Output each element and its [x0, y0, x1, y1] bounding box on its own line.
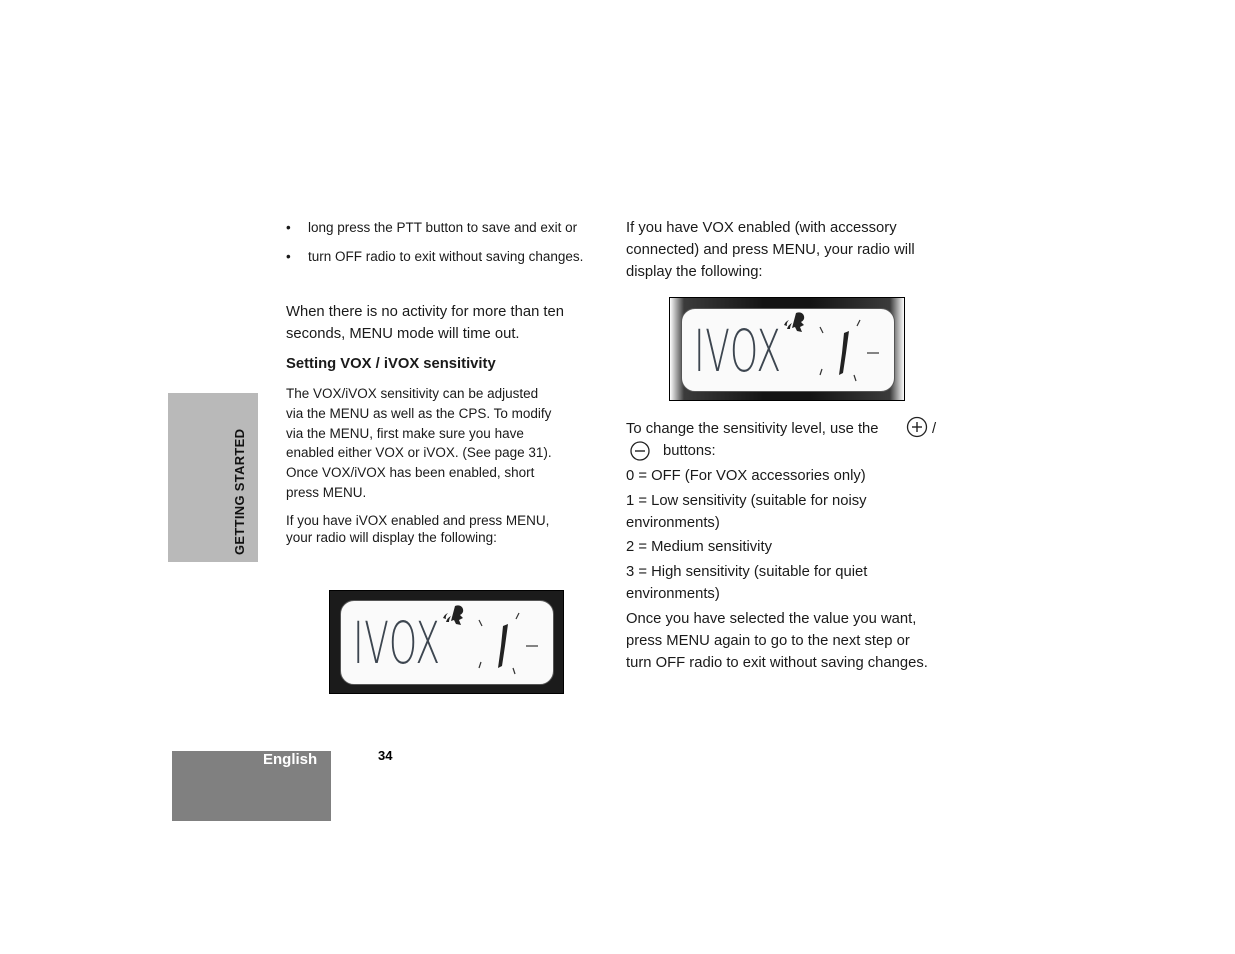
voice-activation-icon: [441, 604, 553, 682]
plus-circle-icon: [906, 416, 928, 438]
sensitivity-paragraph: The VOX/iVOX sensitivity can be adjusted via the MENU as well as the CPS. To modify via the MENU, first make sure you have enabled either VOX or iVOX. (See page 31). Once VOX/iVOX has been enabled, short press MENU.: [286, 386, 552, 500]
lcd-screen: [681, 308, 895, 392]
side-tab-label: GETTING STARTED: [232, 428, 247, 555]
lcd-display-ivox: [329, 590, 564, 694]
voice-activation-icon: [782, 311, 894, 389]
page-number: 34: [378, 748, 393, 763]
minus-circle-icon: [629, 440, 651, 462]
level-2: 2 = Medium sensitivity: [626, 539, 772, 555]
lcd-mode-text: IVOX: [353, 609, 441, 677]
footer-language-label: English: [263, 751, 318, 768]
final-paragraph: Once you have selected the value you want, press MENU again to go to the next step or turn OFF radio to exit without saving changes.: [626, 611, 928, 671]
lcd-display-vox: [669, 297, 905, 401]
level-3: 3 = High sensitivity (suitable for quiet environments): [626, 564, 868, 602]
timeout-paragraph: When there is no activity for more than ten seconds, MENU mode will time out.: [286, 304, 564, 342]
buttons-label: buttons:: [663, 443, 716, 459]
level-1: 1 = Low sensitivity (suitable for noisy environments): [626, 493, 867, 531]
change-sensitivity-line: To change the sensitivity level, use the: [626, 421, 879, 437]
level-0: 0 = OFF (For VOX accessories only): [626, 468, 866, 484]
vox-paragraph: If you have VOX enabled (with accessory connected) and press MENU, your radio will display the following:: [626, 220, 915, 280]
lcd-screen: [340, 600, 554, 685]
lcd-mode-text: IVOX: [694, 317, 782, 385]
section-heading: Setting VOX / iVOX sensitivity: [286, 356, 496, 372]
slash-separator: /: [932, 421, 937, 437]
ivox-paragraph: If you have iVOX enabled and press MENU, your radio will display the following:: [286, 513, 550, 545]
